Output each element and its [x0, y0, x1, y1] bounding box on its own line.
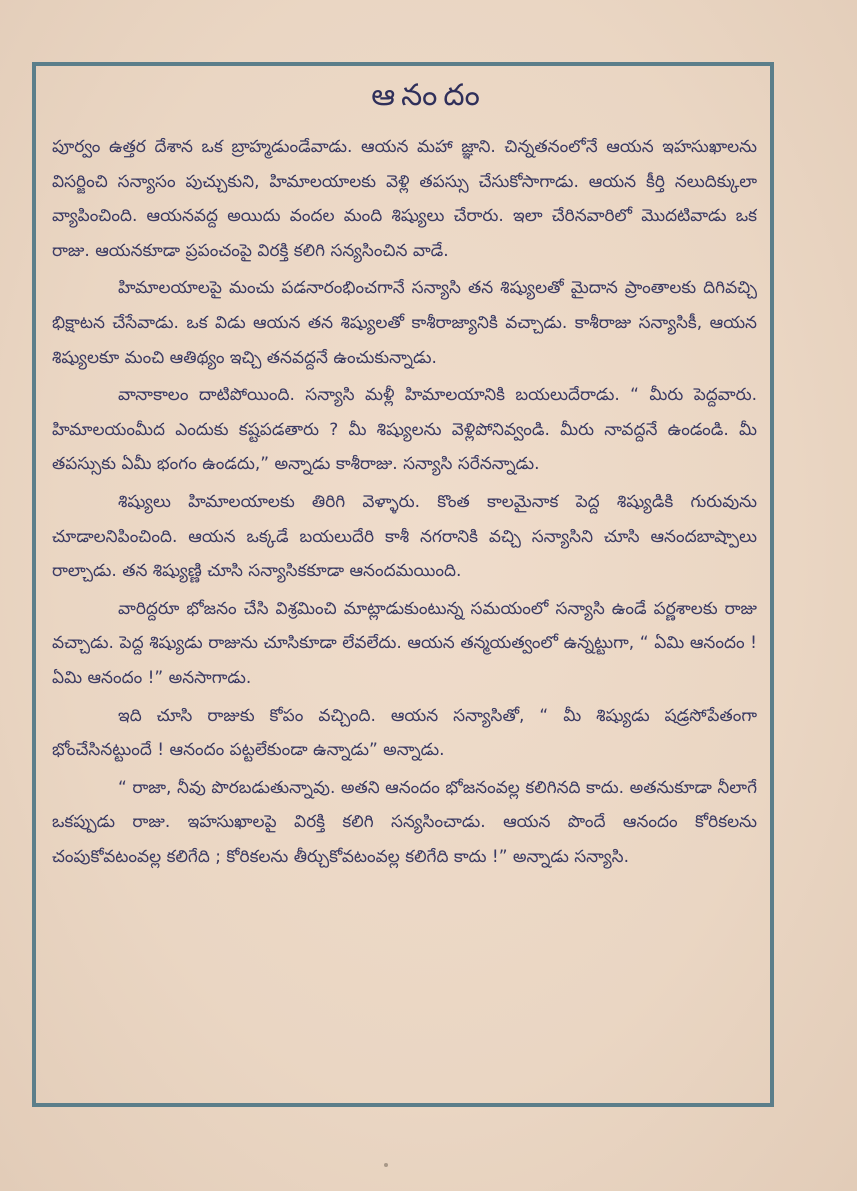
story-title: ఆనందం — [371, 78, 486, 113]
paper-speck — [384, 1163, 388, 1167]
story-paragraph-7: “ రాజా, నీవు పొరబడుతున్నావు. అతని ఆనందం భోజనంవల్ల కలిగినది కాదు. అతనుకూడా నీలాగే ఒకప్పుడు రాజు. ఇహసుఖాలపై విరక్తి కలిగి సన్యసించాడు. ఆయన పొందే ఆనందం కోరికలను చంపుకోవటంవల్ల కలిగేది ; కోరికలను తీర్చుకోవటంవల్ల కలిగేది కాదు !” అన్నాడు సన్యాసి. — [52, 777, 757, 867]
story-paragraph-1: పూర్వం ఉత్తర దేశాన ఒక బ్రాహ్మడుండేవాడు. ఆయన మహా జ్ఞాని. చిన్నతనంలోనే ఆయన ఇహసుఖాలను విసర్జించి సన్యాసం పుచ్చుకుని, హిమాలయాలకు వెళ్లి తపస్సు చేసుకోసాగాడు. ఆయన కీర్తి నలుదిక్కులా వ్యాపించింది. ఆయనవద్ద అయిదు వందల మంది శిష్యులు చేరారు. ఇలా చేరినవారిలో మొదటివాడు ఒక రాజు. ఆయనకూడా ప్రపంచంపై విరక్తి కలిగి సన్యసించిన వాడే. — [52, 137, 757, 261]
story-paragraph-2: హిమాలయాలపై మంచు పడనారంభించగానే సన్యాసి తన శిష్యులతో మైదాన ప్రాంతాలకు దిగివచ్చి భిక్షాటన చేసేవాడు. ఒక విడు ఆయన తన శిష్యులతో కాశీరాజ్యానికి వచ్చాడు. కాశీరాజు సన్యాసికీ, ఆయన శిష్యులకూ మంచి ఆతిథ్యం ఇచ్చి తనవద్దనే ఉంచుకున్నాడు. — [52, 278, 757, 368]
story-paragraph-6: ఇది చూసి రాజుకు కోపం వచ్చింది. ఆయన సన్యాసితో, “ మీ శిష్యుడు షడ్రసోపేతంగా భోంచేసినట్టుందే ! ఆనందం పట్టలేకుండా ఉన్నాడు” అన్నాడు. — [52, 705, 757, 761]
story-paragraph-3: వానాకాలం దాటిపోయింది. సన్యాసి మళ్లీ హిమాలయానికి బయలుదేరాడు. “ మీరు పెద్దవారు. హిమాలయంమీద ఎందుకు కష్టపడతారు ? మీ శిష్యులను వెళ్లిపోనివ్వండి. మీరు నావద్దనే ఉండండి. మీ తపస్సుకు ఏమీ భంగం ఉండదు,” అన్నాడు కాశీరాజు. సన్యాసి సరేనన్నాడు. — [52, 385, 757, 475]
story-paragraph-5: వారిద్దరూ భోజనం చేసి విశ్రమించి మాట్లాడుకుంటున్న సమయంలో సన్యాసి ఉండే పర్ణశాలకు రాజు వచ్చాడు. పెద్ద శిష్యుడు రాజును చూసికూడా లేవలేదు. ఆయన తన్మయత్వంలో ఉన్నట్టుగా, “ ఏమి ఆనందం ! ఏమి ఆనందం !” అనసాగాడు. — [52, 598, 757, 688]
story-body — [52, 130, 757, 1090]
story-paragraph-4: శిష్యులు హిమాలయాలకు తిరిగి వెళ్ళారు. కొంత కాలమైనాక పెద్ద శిష్యుడికి గురువును చూడాలనిపించింది. ఆయన ఒక్కడే బయలుదేరి కాశీ నగరానికి వచ్చి సన్యాసిని చూసి ఆనందబాష్పాలు రాల్చాడు. తన శిష్యుణ్ణి చూసి సన్యాసికకూడా ఆనందమయింది. — [52, 491, 757, 582]
